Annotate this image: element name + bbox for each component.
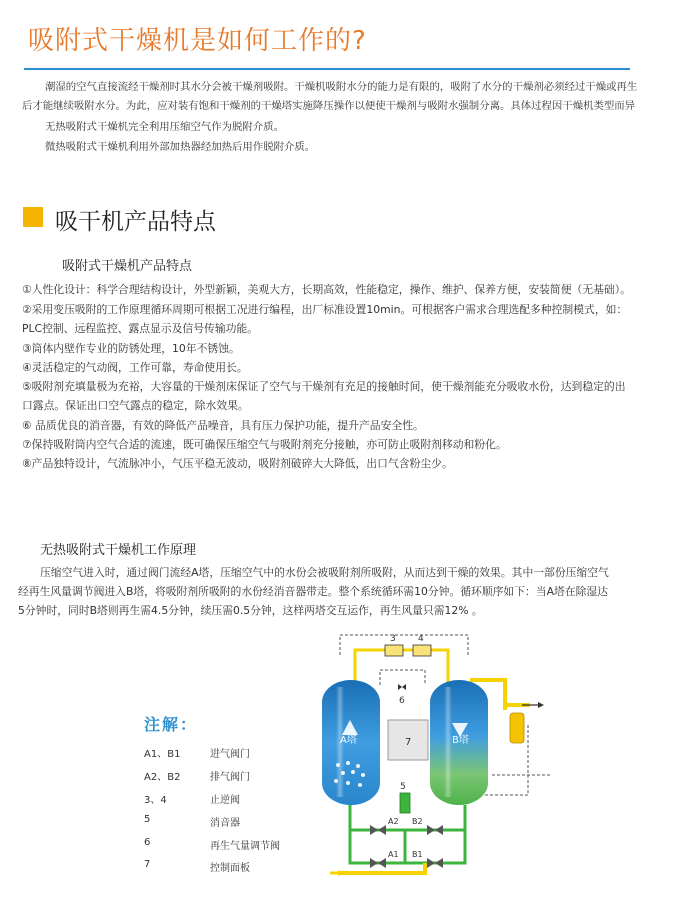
check-valve-3-icon bbox=[385, 645, 403, 656]
intro-line-2: 后才能继续吸附水分。为此，应对装有饱和干燥剂的干燥塔实施降压操作以便使干燥剂与吸附水强制分离。具体过程因干燥机类型而异 bbox=[22, 100, 636, 112]
legend-key: A1、B1 bbox=[144, 749, 181, 760]
feature-item: PLC控制、远程监控、露点显示及信号传输功能。 bbox=[22, 322, 259, 335]
legend-key: A2、B2 bbox=[144, 772, 181, 783]
intro-line-3: 无热吸附式干燥机完全利用压缩空气作为脱附介质。 bbox=[45, 121, 284, 133]
legend-value: 进气阀门 bbox=[210, 749, 250, 760]
legend-key: 7 bbox=[144, 859, 151, 870]
label-a1: A1 bbox=[388, 850, 399, 859]
legend-value: 控制面板 bbox=[210, 863, 250, 874]
regen-valve-icon bbox=[398, 684, 406, 690]
principle-title: 无热吸附式干燥机工作原理 bbox=[40, 543, 197, 558]
intro-line-1: 潮湿的空气直接流经干燥剂时其水分会被干燥剂吸附。干燥机吸附水分的能力是有限的，吸附了水分的干燥剂必须经过干燥或再生 bbox=[45, 81, 638, 93]
dryer-diagram bbox=[300, 625, 550, 890]
panel-label: 7 bbox=[405, 737, 412, 748]
feature-item: ⑧产品独特设计，气流脉冲小，气压平稳无波动，吸附剂破碎大大降低，出口气含粉尘少。 bbox=[22, 457, 453, 470]
principle-line-2: 经再生风量调节阀进入B塔，将吸附剂所吸附的水份经消音器带走。整个系统循环需10分钟。循环顺序如下：当A塔在除湿达 bbox=[18, 585, 608, 598]
valve-b1-icon bbox=[427, 858, 443, 868]
feature-item: ④灵活稳定的气动阀，工作可靠，寿命使用长。 bbox=[22, 361, 248, 374]
feature-item: ①人性化设计：科学合理结构设计，外型新颖，美观大方，长期高效，性能稳定，操作、维护、保养方便，安装简便（无基础）。 bbox=[22, 283, 631, 296]
legend-value: 消音器 bbox=[210, 818, 240, 829]
label-b1: B1 bbox=[412, 850, 423, 859]
inlet-arrow-icon bbox=[338, 870, 344, 876]
intro-line-4: 微热吸附式干燥机利用外部加热器经加热后用作脱附介质。 bbox=[45, 141, 316, 153]
feature-item: ⑦保持吸附筒内空气合适的流速，既可确保压缩空气与吸附剂充分接触，亦可防止吸附剂移动和粉化。 bbox=[22, 438, 507, 451]
principle-line-3: 5分钟时，同时B塔则再生需4.5分钟，续压需0.5分钟，这样两塔交互运作，再生风量只需12% 。 bbox=[18, 604, 483, 617]
legend-value: 止逆阀 bbox=[210, 795, 240, 806]
legend-key: 6 bbox=[144, 837, 151, 848]
regen-line bbox=[380, 670, 425, 685]
feature-item: ②采用变压吸附的工作原理循环周期可根据工况进行编程，出厂标准设置10min。可根据客户需求合理选配多种控制模式，如： bbox=[22, 303, 628, 316]
legend-key: 3、4 bbox=[144, 795, 167, 806]
section-marker bbox=[23, 207, 43, 227]
filter-icon bbox=[510, 713, 524, 743]
feature-item: ⑥ 品质优良的消音器，有效的降低产品噪音，具有压力保护功能，提升产品安全性。 bbox=[22, 419, 424, 432]
check-valve-4-icon bbox=[413, 645, 431, 656]
label-5: 5 bbox=[400, 782, 406, 792]
valve-a1-icon bbox=[370, 858, 386, 868]
feature-item: 口露点。保证出口空气露点的稳定，除水效果。 bbox=[22, 399, 249, 412]
features-subtitle: 吸附式干燥机产品特点 bbox=[62, 259, 193, 274]
feature-item: ③筒体内壁作专业的防锈处理，10年不锈蚀。 bbox=[22, 342, 240, 355]
bottom-pipe-green bbox=[350, 805, 465, 863]
label-a2: A2 bbox=[388, 817, 399, 826]
label-3: 3 bbox=[390, 634, 396, 644]
tower-b-label: B塔 bbox=[452, 735, 469, 746]
label-b2: B2 bbox=[412, 817, 423, 826]
page-title: 吸附式干燥机是如何工作的? bbox=[28, 26, 367, 56]
valve-b2-icon bbox=[427, 825, 443, 835]
principle-line-1: 压缩空气进入时，通过阀门流经A塔，压缩空气中的水份会被吸附剂所吸附，从而达到干燥的效果。其中一部份压缩空气 bbox=[40, 566, 609, 579]
label-4: 4 bbox=[418, 634, 424, 644]
legend-value: 排气阀门 bbox=[210, 772, 250, 783]
legend-key: 5 bbox=[144, 814, 151, 825]
valve-a2-icon bbox=[370, 825, 386, 835]
label-6: 6 bbox=[399, 696, 405, 706]
silencer-icon bbox=[400, 793, 410, 813]
tower-a-label: A塔 bbox=[340, 735, 357, 746]
legend-title: 注解： bbox=[144, 715, 199, 734]
feature-item: ⑤吸附剂充填量极为充裕，大容量的干燥剂床保证了空气与干燥剂有充足的接触时间，使干燥剂能充分吸收水份，达到稳定的出 bbox=[22, 380, 626, 393]
title-divider bbox=[24, 68, 630, 70]
features-section-title: 吸干机产品特点 bbox=[55, 209, 216, 235]
legend-value: 再生气量调节阀 bbox=[210, 841, 280, 852]
